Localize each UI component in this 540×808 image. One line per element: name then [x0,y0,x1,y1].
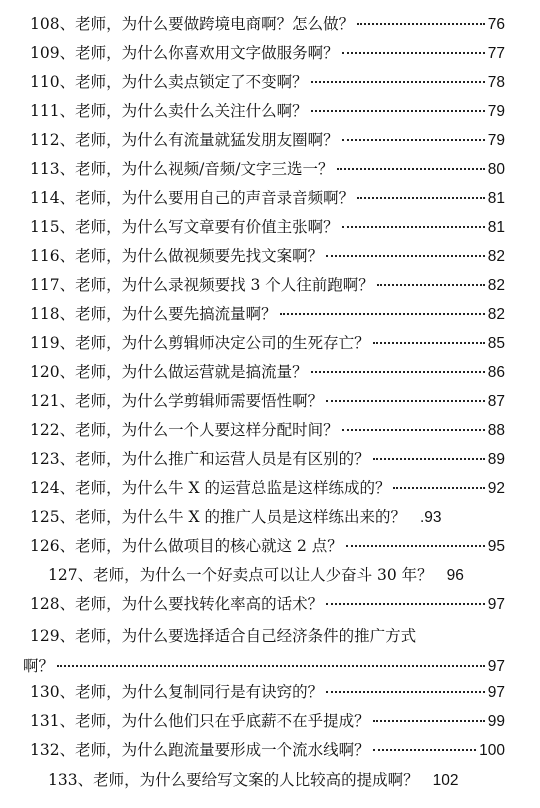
toc-leader-dots [373,720,485,722]
toc-page-number: 80 [487,161,505,178]
toc-entry-title: 119、老师，为什么剪辑师决定公司的生死存亡？ [30,334,370,352]
toc-leader-dots [342,52,485,54]
toc-entry[interactable] [30,592,505,616]
toc-leader-dots [326,691,485,693]
toc-entry-title: 112、老师，为什么有流量就猛发朋友圈啊？ [30,131,339,149]
toc-entry-title: 109、老师，为什么你喜欢用文字做服务啊？ [30,44,339,62]
toc-entry[interactable] [30,476,505,500]
toc-entry[interactable] [30,709,505,733]
toc-page-number: 97 [487,658,505,675]
toc-entry-title: 116、老师，为什么做视频要先找文案啊？ [30,247,324,265]
toc-entry[interactable] [48,768,508,792]
toc-entry-title: 121、老师，为什么学剪辑师需要悟性啊？ [30,392,324,410]
toc-entry-wrapped[interactable] [23,624,505,678]
toc-entry[interactable] [30,186,505,210]
toc-leader-dots [326,603,485,605]
toc-page-number: 100 [479,742,505,759]
toc-leader-dots [357,23,485,25]
toc-entry[interactable] [30,215,505,239]
toc-entry-title-continued: 啊？ [23,657,55,675]
toc-page-number: 76 [487,16,505,33]
toc-entry-title: 115、老师，为什么写文章要有价值主张啊？ [30,218,339,236]
toc-leader-dots [342,139,485,141]
toc-entry[interactable] [30,360,505,384]
toc-entry-title: 125、老师，为什么牛 X 的推广人员是这样练出来的？ [30,508,406,526]
toc-entry[interactable] [30,389,505,413]
toc-entry-title: 132、老师，为什么跑流量要形成一个流水线啊？ [30,741,370,759]
toc-leader-dots [311,110,485,112]
toc-leader-dots [326,400,485,402]
toc-page-number: .93 [419,509,442,526]
toc-entry-title: 114、老师，为什么要用自己的声音录音频啊？ [30,189,355,207]
toc-page-number: 77 [487,45,505,62]
toc-page-number: 82 [487,277,505,294]
toc-entry[interactable] [30,331,505,355]
toc-leader-dots [280,313,485,315]
toc-leader-dots [337,168,485,170]
toc-entry-title: 131、老师，为什么他们只在乎底薪不在乎提成？ [30,712,370,730]
toc-page-number: 85 [487,335,505,352]
toc-page-number: 87 [487,393,505,410]
toc-page-number: 97 [487,684,505,701]
toc-page-number: 81 [487,190,505,207]
toc-page-number: 82 [487,306,505,323]
toc-page-number: 97 [487,596,505,613]
toc-entry-title: 118、老师，为什么要先搞流量啊？ [30,305,277,323]
toc-entry[interactable] [30,302,505,326]
toc-leader-dots [326,255,485,257]
toc-leader-dots [342,226,485,228]
toc-entry[interactable] [30,244,505,268]
toc-entry[interactable] [30,99,505,123]
toc-leader-dots [57,665,485,667]
toc-entry-title: 123、老师，为什么推广和运营人员是有区别的？ [30,450,370,468]
toc-leader-dots [377,284,485,286]
toc-leader-dots [342,429,485,431]
toc-page-number: 89 [487,451,505,468]
toc-page-number: 99 [487,713,505,730]
toc-entry[interactable] [30,128,505,152]
toc-leader-dots [393,487,484,489]
toc-entry[interactable] [30,418,505,442]
toc-leader-dots [357,197,485,199]
toc-entry[interactable] [30,70,505,94]
toc-entry-title: 133、老师，为什么要给写文案的人比较高的提成啊？ [48,771,419,789]
toc-page-number: 96 [446,567,464,584]
toc-entry-title: 124、老师，为什么牛 X 的运营总监是这样练成的？ [30,479,391,497]
toc-entry[interactable] [30,534,505,558]
toc-page-number: 79 [487,103,505,120]
toc-entry-title: 127、老师，为什么一个好卖点可以让人少奋斗 30 年？ [48,566,433,584]
toc-leader-dots [373,458,485,460]
toc-entry[interactable] [30,157,505,181]
toc-entry-title: 129、老师，为什么要选择适合自己经济条件的推广方式 [30,627,417,645]
toc-entry-title: 117、老师，为什么录视频要找 3 个人往前跑啊？ [30,276,374,294]
toc-leader-dots [311,371,485,373]
toc-page-number: 86 [487,364,505,381]
toc-entry[interactable] [30,12,505,36]
toc-page-number: 78 [487,74,505,91]
toc-entry[interactable] [30,680,505,704]
toc-entry-title: 120、老师，为什么做运营就是搞流量？ [30,363,308,381]
toc-entry[interactable] [48,563,508,587]
toc-leader-dots [346,545,485,547]
toc-page-number: 95 [487,538,505,555]
toc-entry[interactable] [30,738,505,762]
toc-entry[interactable] [30,273,505,297]
toc-leader-dots [311,81,485,83]
toc-page-number: 102 [432,772,459,789]
toc-entry-title: 111、老师，为什么卖什么关注什么啊？ [30,102,308,120]
toc-entry-title: 126、老师，为什么做项目的核心就这 2 点？ [30,537,343,555]
toc-page-number: 92 [487,480,505,497]
toc-entry-title: 122、老师，为什么一个人要这样分配时间？ [30,421,339,439]
toc-page-number: 82 [487,248,505,265]
toc-page-number: 88 [487,422,505,439]
toc-entry-title: 130、老师，为什么复制同行是有诀窍的？ [30,683,324,701]
toc-entry-title: 128、老师，为什么要找转化率高的话术？ [30,595,324,613]
toc-entry[interactable] [30,505,505,529]
toc-entry[interactable] [30,41,505,65]
toc-page-number: 81 [487,219,505,236]
toc-entry-title: 108、老师，为什么要做跨境电商啊？怎么做？ [30,15,355,33]
toc-entry-title: 110、老师，为什么卖点锁定了不变啊？ [30,73,308,91]
toc-entry-title: 113、老师，为什么视频/音频/文字三选一？ [30,160,334,178]
toc-entry[interactable] [30,447,505,471]
toc-page-number: 79 [487,132,505,149]
toc-leader-dots [373,342,485,344]
toc-leader-dots [373,749,477,751]
